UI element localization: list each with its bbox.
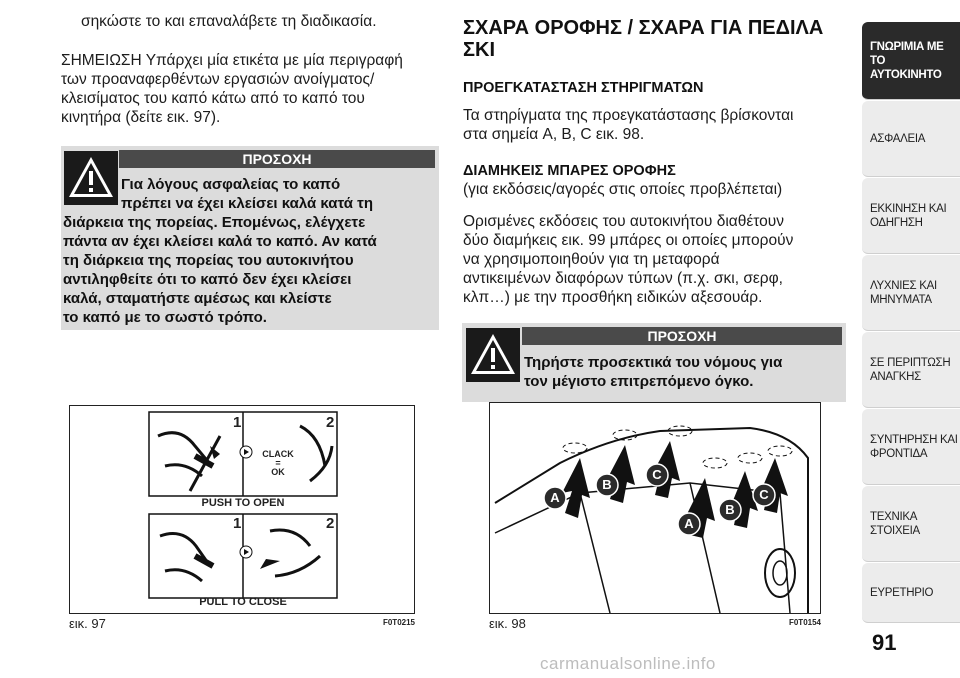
step-number: 1 [233,414,242,431]
intro-line: σηκώστε το και επαναλάβετε τη διαδικασία. [81,13,377,30]
tab-index[interactable] [862,563,960,623]
warning-line: αντιληφθείτε ότι το καπό δεν έχει κλείσει [63,271,352,288]
warning-line: καλά, σταματήστε αμέσως και κλείστε [63,290,332,307]
tab-label: ΕΚΚΙΝΗΣΗ ΚΑΙ [870,202,947,215]
warning-line: τον μέγιστο επιτρεπόμενο όγκο. [524,373,754,390]
roof-bars-paragraph [463,212,793,307]
paragraph-line: κλπ…) με την προσθήκη ειδικών αξεσουάρ. [463,289,763,306]
note-paragraph [61,51,403,127]
warning-title-bar: ΠΡΟΣΟΧΗ [522,327,842,345]
warning-line: διάρκεια της πορείας. Επομένως, ελέγχετε [63,214,366,231]
paragraph-line: στα σημεία A, B, C εικ. 98. [463,126,645,143]
figure-caption-text: εικ. 97 [69,616,106,631]
tab-safety[interactable] [862,101,960,177]
clack-eq: = [275,458,281,468]
warning-line: το καπό με το σωστό τρόπο. [63,309,267,326]
tab-label: ΣΕ ΠΕΡΙΠΤΩΣΗ [870,356,951,369]
step-number: 2 [326,414,335,431]
section-title [463,17,823,61]
tab-label: ΣΥΝΤΗΡΗΣΗ ΚΑΙ [870,433,958,446]
point-label-c: C [759,487,769,502]
figure-code: F0T0215 [382,618,415,627]
tab-label: ΟΔΗΓΗΣΗ [870,216,923,229]
warning-line: πάντα αν έχει κλείσει καλά το καπό. Αν κατά [63,233,377,250]
tab-label: ΓΝΩΡΙΜΙΑ ΜΕ ΤΟ [870,40,944,67]
tab-label: ΑΝΑΓΚΗΣ [870,370,921,383]
pull-to-close-label: PULL TO CLOSE [199,596,287,608]
tab-label: ΦΡΟΝΤΙΔΑ [870,447,928,460]
tab-emergency[interactable] [862,332,960,408]
roof-bars-note: (για εκδόσεις/αγορές στις οποίες προβλέπεται) [463,181,783,198]
warning-text [61,175,439,327]
hood-release-illustration [70,406,414,613]
paragraph-line: να χρησιμοποιηθούν για τη μεταφορά [463,251,720,268]
subheading-roof-bars: ΔΙΑΜΗΚΕΙΣ ΜΠΑΡΕΣ ΟΡΟΦΗΣ [463,163,676,179]
note-line: κινητήρα (δείτε εικ. 97). [61,109,221,126]
warning-line: Τηρήστε προσεκτικά του νόμους για [524,354,783,371]
push-to-open-label: PUSH TO OPEN [201,497,285,509]
tab-label: ΑΣΦΑΛΕΙΑ [870,132,926,145]
figure-code: F0T0154 [788,618,821,627]
step-number: 2 [326,515,335,532]
tab-label: ΤΕΧΝΙΚΑ ΣΤΟΙΧΕΙΑ [870,510,920,537]
warning-box-right [462,323,846,402]
warning-line: τη διάρκεια της πορείας του αυτοκινήτου [63,252,354,269]
paragraph-line: δύο διαμήκεις εικ. 99 μπάρες οι οποίες μπορούν [463,232,794,249]
step-number: 1 [233,515,242,532]
section-title-line: ΣΚΙ [463,39,496,61]
tab-technical-data[interactable] [862,486,960,562]
page-number: 91 [872,630,897,655]
warning-box-left [61,146,439,330]
tab-getting-to-know[interactable] [862,22,960,100]
tab-label: ΑΥΤΟΚΙΝΗΤΟ [870,68,942,81]
warning-line: πρέπει να έχει κλείσει καλά κατά τη [121,195,374,212]
paragraph-line: αντικειμένων διαφόρων τύπων (π.χ. σκι, σερφ, [463,270,783,287]
figure-97 [69,405,415,614]
point-label-a: A [550,490,560,505]
tab-label: ΜΗΝΥΜΑΤΑ [870,293,932,306]
clack-text: CLACK [262,449,294,459]
clack-ok: OK [271,467,285,477]
figure-caption-text: εικ. 98 [489,616,526,631]
tab-label: ΕΥΡΕΤΗΡΙΟ [870,586,934,599]
note-line: ΣΗΜΕΙΩΣΗ Υπάρχει μία ετικέτα με μία περιγραφή [61,52,403,69]
tab-label: ΛΥΧΝΙΕΣ ΚΑΙ [870,279,937,292]
warning-title-bar: ΠΡΟΣΟΧΗ [119,150,435,168]
car-roof-illustration [490,403,820,613]
paragraph-line: Τα στηρίγματα της προεγκατάστασης βρίσκονται [463,107,794,124]
clack-label [260,450,296,477]
paragraph-line: Ορισμένες εκδόσεις του αυτοκινήτου διαθέτουν [463,213,785,230]
tab-maintenance[interactable] [862,409,960,485]
note-line: κλεισίματος του καπό κάτω από το καπό του [61,90,365,107]
preinstall-paragraph [463,106,794,144]
figure-97-caption [69,616,415,631]
tab-warning-lights[interactable] [862,255,960,331]
watermark: carmanualsonline.info [540,654,716,673]
tab-starting-driving[interactable] [862,178,960,254]
warning-triangle-icon [466,328,520,382]
figure-98 [489,402,821,614]
section-title-line: ΣΧΑΡΑ ΟΡΟΦΗΣ / ΣΧΑΡΑ ΓΙΑ ΠΕΔΙΛΑ [463,17,824,39]
point-label-b: B [602,477,612,492]
point-label-a: A [684,516,694,531]
subheading-preinstall: ΠΡΟΕΓΚΑΤΑΣΤΑΣΗ ΣΤΗΡΙΓΜΑΤΩΝ [463,80,704,96]
warning-line: Για λόγους ασφαλείας το καπό [121,176,341,193]
figure-98-caption [489,616,821,631]
point-label-b: B [725,502,735,517]
point-label-c: C [652,467,662,482]
warning-text [524,353,844,391]
note-line: των προαναφερθέντων εργασιών ανοίγματος/ [61,71,375,88]
